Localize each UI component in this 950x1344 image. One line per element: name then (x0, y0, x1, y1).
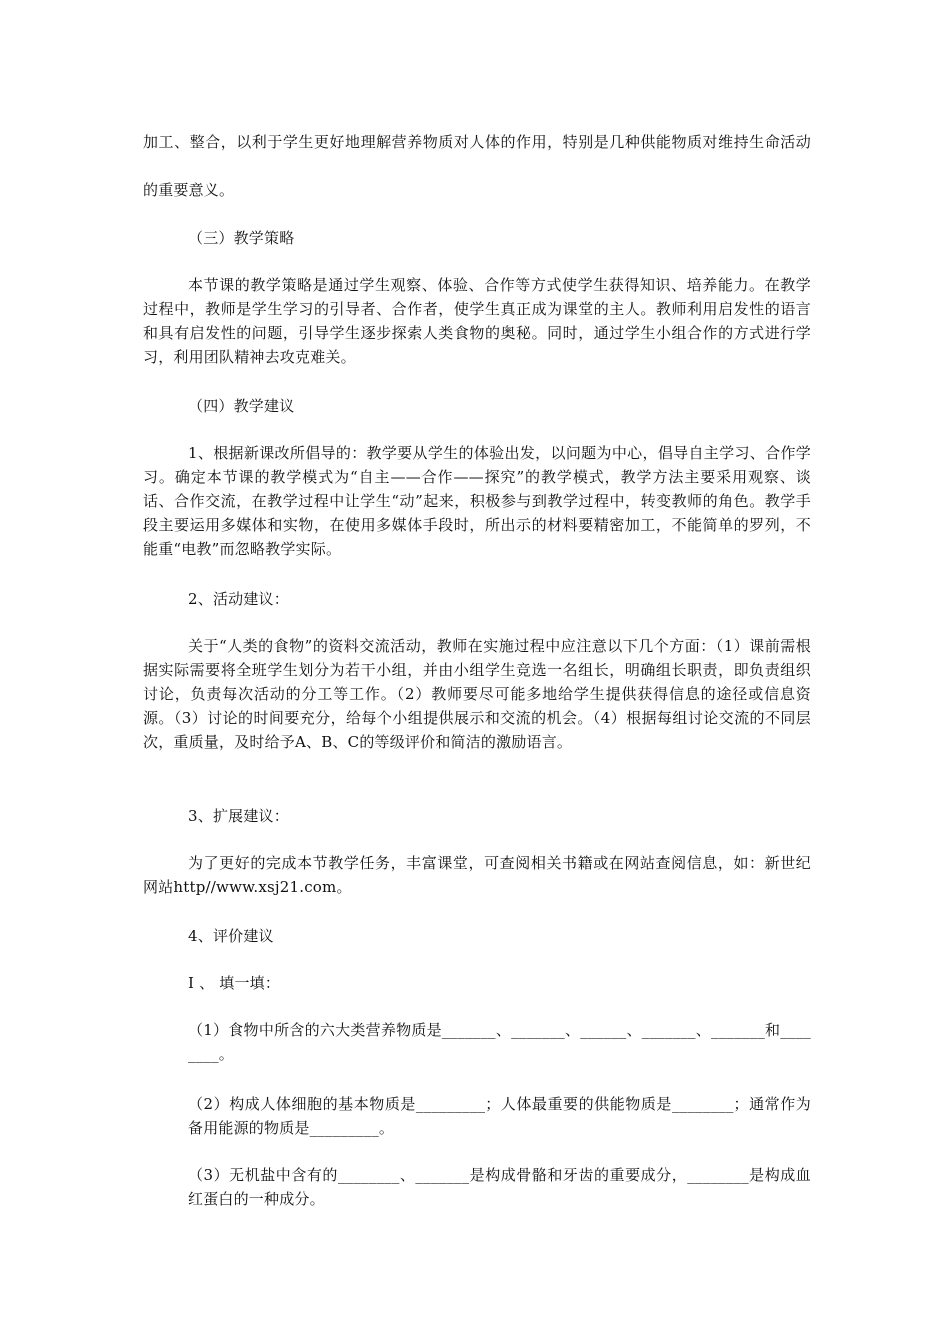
strategy-heading: （三）教学策略 (188, 229, 295, 247)
extension-heading: 3、扩展建议： (188, 807, 289, 825)
extension-paragraph: 为了更好的完成本节教学任务，丰富课堂，可查阅相关书籍或在网站查阅信息，如：新世纪网站http//www.xsj21.com。 (143, 854, 811, 896)
activity-heading: 2、活动建议： (188, 590, 289, 608)
strategy-paragraph: 本节课的教学策略是通过学生观察、体验、合作等方式使学生获得知识、培养能力。在教学过程中，教师是学生学习的引导者、合作者，使学生真正成为课堂的主人。教师利用启发性的语言和具有启发性的问题，引导学生逐步探索人类食物的奥秘。同时，通过学生小组合作的方式进行学习，利用团队精神去攻克难关。 (143, 276, 811, 366)
question-3: （3）无机盐中含有的________、_______是构成骨骼和牙齿的重要成分，________是构成血红蛋白的一种成分。 (188, 1166, 811, 1208)
suggestion-heading: （四）教学建议 (188, 397, 295, 415)
question-1: （1）食物中所含的六大类营养物质是_______、_______、______、_______、_______和________。 (188, 1021, 811, 1063)
question-2: （2）构成人体细胞的基本物质是_________；人体最重要的供能物质是________；通常作为备用能源的物质是_________。 (188, 1095, 811, 1137)
suggestion-1-paragraph: 1、根据新课改所倡导的：教学要从学生的体验出发，以问题为中心，倡导自主学习、合作学习。确定本节课的教学模式为“自主——合作——探究”的教学模式，教学方法主要采用观察、谈话、合作交流，在教学过程中让学生“动”起来，积极参与到教学过程中，转变教师的角色。教学手段主要运用多媒体和实物，在使用多媒体手段时，所出示的材料要精密加工，不能简单的罗列，不能重“电教”而忽略教学实际。 (143, 444, 811, 558)
fill-in-heading: Ⅰ 、 填一填： (188, 974, 281, 992)
activity-paragraph: 关于“人类的食物”的资料交流活动，教师在实施过程中应注意以下几个方面：（1）课前需根据实际需要将全班学生划分为若干小组，并由小组学生竞选一名组长，明确组长职责，即负责组织讨论，负责每次活动的分工等工作。（2）教师要尽可能多地给学生提供获得信息的途径或信息资源。（3）讨论的时间要充分，给每个小组提供展示和交流的机会。（4）根据每组讨论交流的不同层次，重质量，及时给予A、B、C的等级评价和简洁的激励语言。 (143, 637, 811, 751)
evaluation-heading: 4、评价建议 (188, 927, 274, 945)
intro-paragraph: 加工、整合，以利于学生更好地理解营养物质对人体的作用，特别是几种供能物质对维持生命活动的重要意义。 (143, 133, 811, 199)
